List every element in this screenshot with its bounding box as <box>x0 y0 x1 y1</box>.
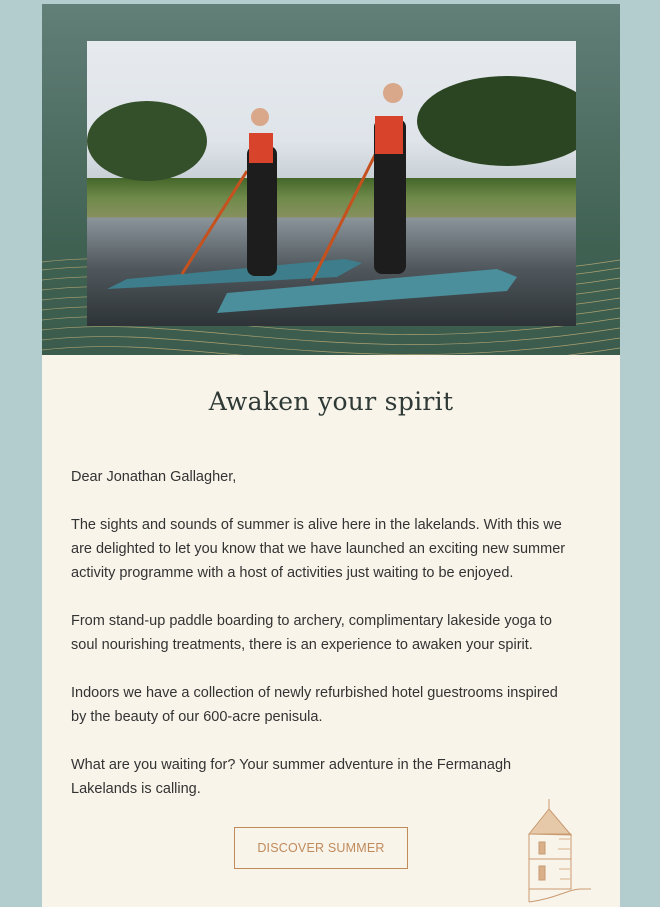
house-sketch-icon <box>524 799 594 904</box>
paragraph: What are you waiting for? Your summer adventure in the Fermanagh Lakelands is calling. <box>71 757 512 797</box>
email-body <box>71 465 571 825</box>
hero-banner <box>42 4 620 355</box>
paragraph: The sights and sounds of summer is alive here in the lakelands. With this we are delighted to let you know that we have launched an exciting new summer activity programme with a host of activities just waiting to be enjoyed. <box>71 517 566 581</box>
discover-summer-button[interactable]: DISCOVER SUMMER <box>234 827 408 869</box>
paragraph: Indoors we have a collection of newly refurbished hotel guestrooms inspired by the beauty of our 600-acre penisula. <box>71 685 558 725</box>
greeting: Dear Jonathan Gallagher, <box>71 469 237 485</box>
email-container <box>42 4 620 907</box>
email-title: Awaken your spirit <box>208 387 454 416</box>
paragraph: From stand-up paddle boarding to archery, complimentary lakeside yoga to soul nourishing treatments, there is an experience to awaken your spirit. <box>71 613 552 653</box>
paddleboard-photo <box>87 41 576 326</box>
